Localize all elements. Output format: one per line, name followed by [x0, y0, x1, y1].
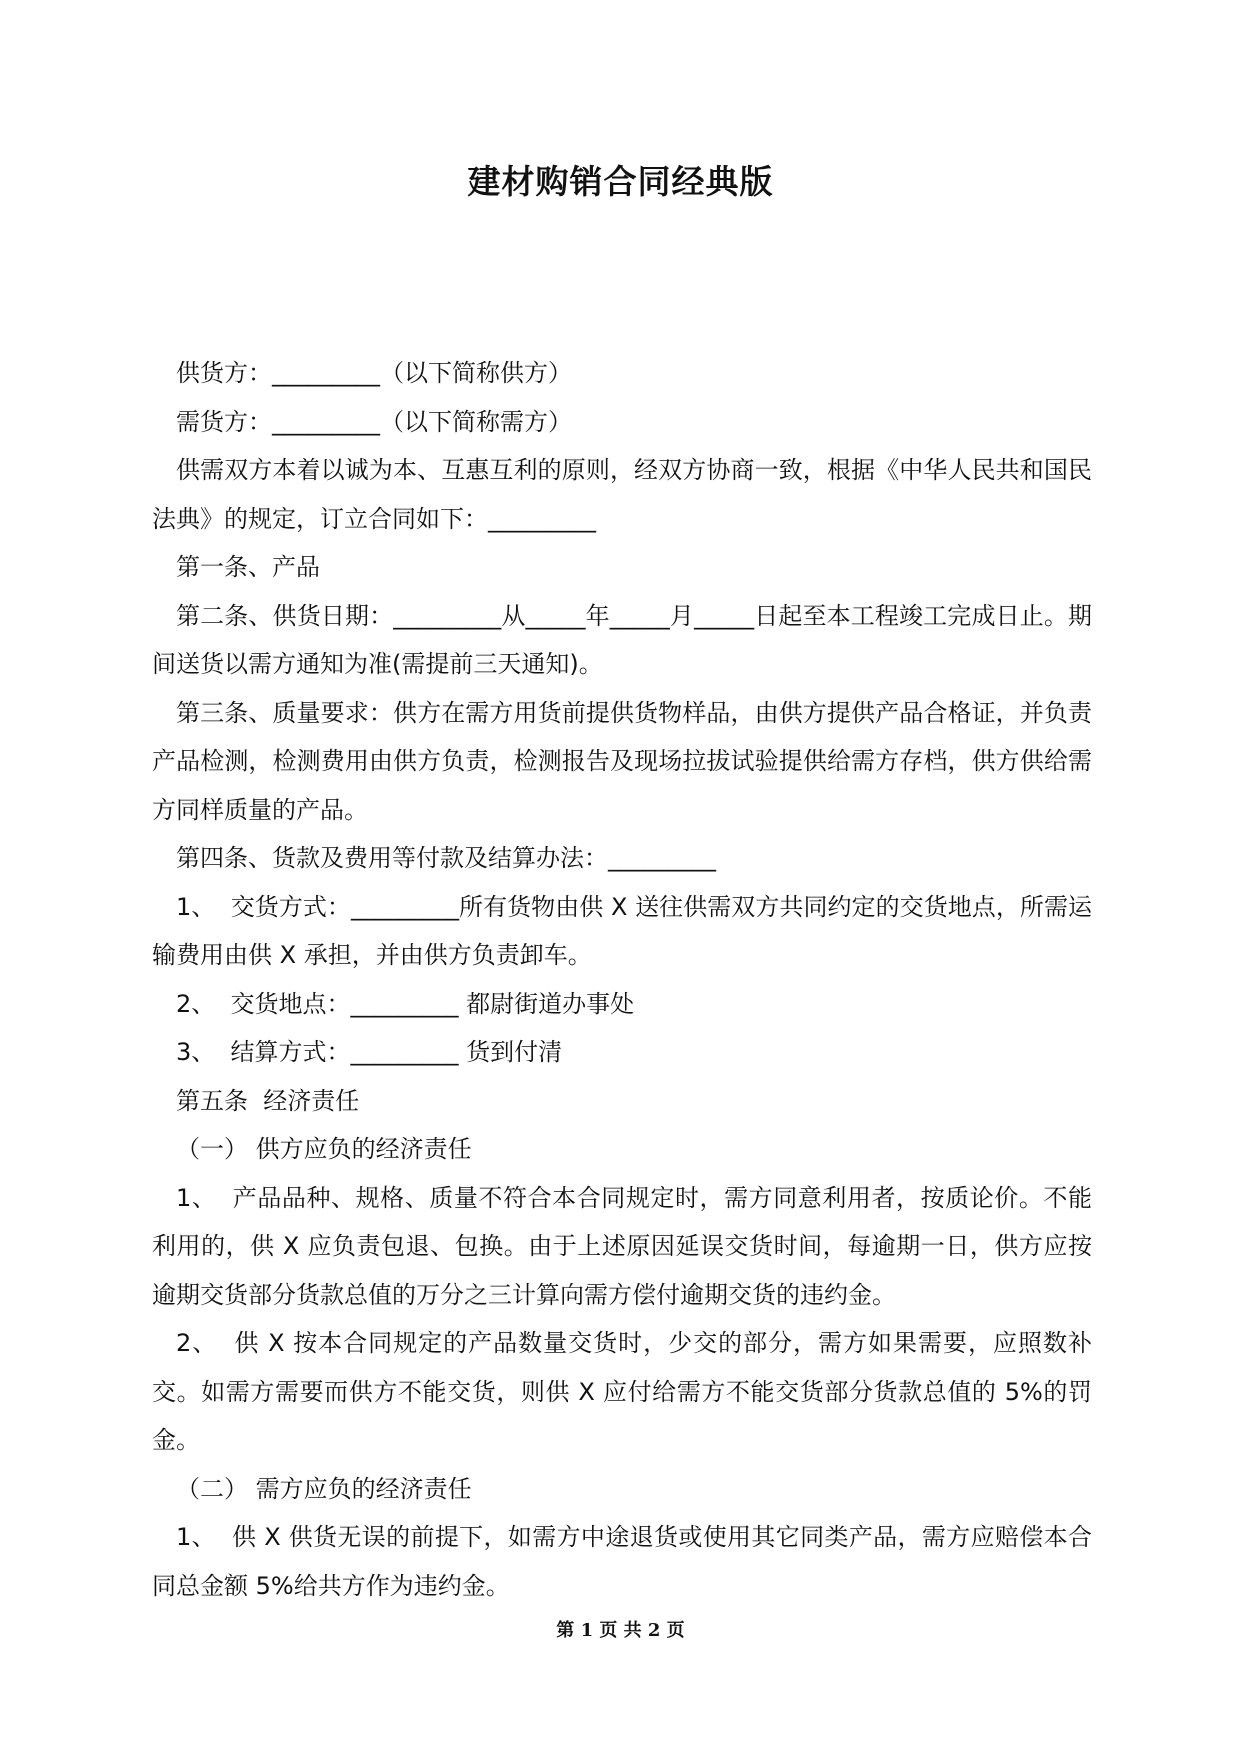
document-title: 建材购销合同经典版 [467, 162, 774, 201]
article-3-paragraph: 第三条、质量要求：供方在需方用货前提供货物样品，由供方提供产品合格证，并负责产品检测，检测费用由供方负责，检测报告及现场拉拔试验提供给需方存档，供方供给需方同样质量的产品。 [152, 698, 1092, 824]
supplier-liability-heading: （一） 供方应负的经济责任 [176, 1135, 472, 1163]
contract-body [152, 349, 1092, 1610]
article-4-paragraph: 第四条、货款及费用等付款及结算办法：_________ [176, 844, 716, 872]
supplier-liability-item-2: 2、 供 X 按本合同规定的产品数量交货时，少交的部分，需方如果需要，应照数补交。如需方需要而供方不能交货，则供 X 应付给需方不能交货部分货款总值的 5%的罚金。 [152, 1329, 1092, 1454]
article-1-heading: 第一条、产品 [176, 553, 320, 581]
article-5-heading: 第五条 经济责任 [176, 1086, 360, 1115]
supplier-line: 供货方：_________（以下简称供方） [176, 359, 572, 387]
delivery-location-item: 2、 交货地点：_________ 都尉街道办事处 [176, 989, 635, 1018]
page-number-footer: 第 1 页 共 2 页 [556, 1620, 685, 1641]
buyer-line: 需货方：_________（以下简称需方） [176, 407, 572, 436]
delivery-method-item: 1、 交货方式：_________所有货物由供 X 送往供需双方共同约定的交货地点，所需运输费用由供 X 承担，并由供方负责卸车。 [152, 892, 1092, 969]
settlement-method-item: 3、 结算方式：_________ 货到付清 [176, 1038, 563, 1066]
article-2-paragraph: 第二条、供货日期：_________从_____年_____月_____日起至本工程竣工完成日止。期间送货以需方通知为准(需提前三天通知)。 [152, 601, 1092, 678]
buyer-liability-heading: （二） 需方应负的经济责任 [176, 1474, 472, 1503]
supplier-liability-item-1: 1、 产品品种、规格、质量不符合本合同规定时，需方同意利用者，按质论价。不能利用的，供 X 应负责包退、包换。由于上述原因延误交货时间，每逾期一日，供方应按逾期交货部分货款总值的万分之三计算向需方偿付逾期交货的违约金。 [152, 1183, 1092, 1309]
buyer-liability-item-1: 1、 供 X 供货无误的前提下，如需方中途退货或使用其它同类产品，需方应赔偿本合同总金额 5%给共方作为违约金。 [152, 1523, 1092, 1600]
preamble-paragraph: 供需双方本着以诚为本、互惠互利的原则，经双方协商一致，根据《中华人民共和国民法典》的规定，订立合同如下：_________ [152, 456, 1092, 533]
